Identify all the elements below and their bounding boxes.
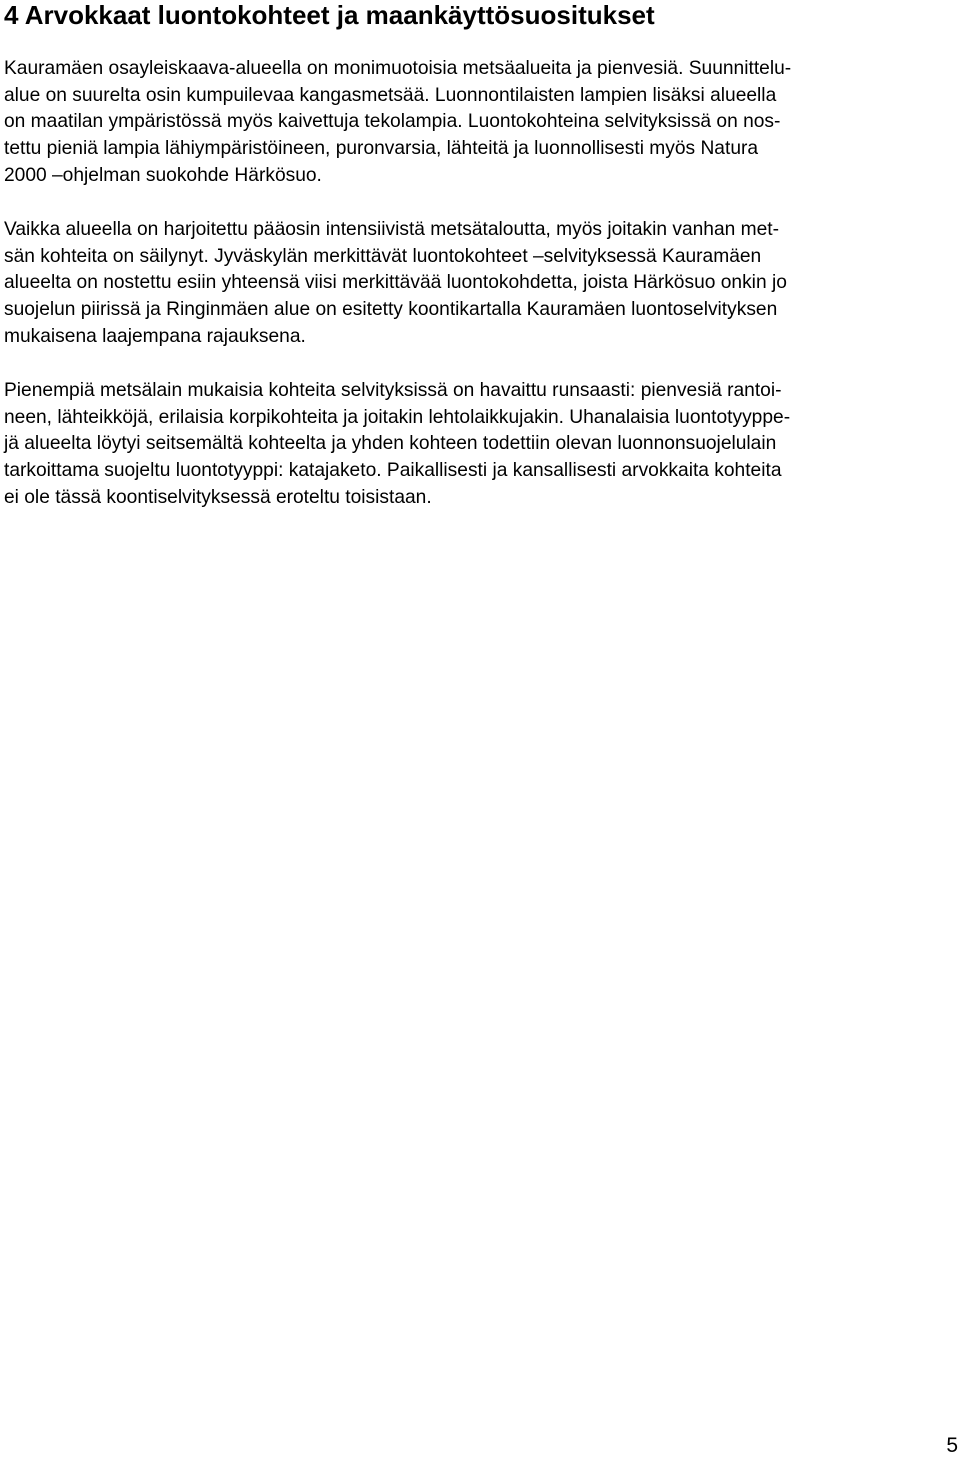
text-line: tarkoittama suojeltu luontotyyppi: katajaketo. Paikallisesti ja kansallisesti arvokkaita kohteita bbox=[4, 460, 782, 482]
section-heading: 4 Arvokkaat luontokohteet ja maankäyttösuositukset bbox=[4, 0, 655, 30]
page-number: 5 bbox=[946, 1434, 958, 1457]
text-line: 2000 –ohjelman suokohde Härkösuo. bbox=[4, 164, 322, 186]
text-line: tettu pieniä lampia lähiympäristöineen, puronvarsia, lähteitä ja luonnollisesti myös Natura bbox=[4, 138, 759, 160]
text-line: on maatilan ympäristössä myös kaivettuja tekolampia. Luontokohteina selvityksissä on nos- bbox=[4, 111, 781, 133]
text-line: Kauramäen osayleiskaava-alueella on monimuotoisia metsäalueita ja pienvesiä. Suunnittelu- bbox=[4, 58, 792, 79]
text-line: Vaikka alueella on harjoitettu pääosin intensiivistä metsätaloutta, myös joitakin vanhan met- bbox=[4, 219, 780, 240]
text-line: suojelun piirissä ja Ringinmäen alue on esitetty koontikartalla Kauramäen luontoselvityksen bbox=[4, 299, 778, 321]
text-line: Pienempiä metsälain mukaisia kohteita selvityksissä on havaittu runsaasti: pienvesiä rantoi- bbox=[4, 380, 782, 401]
text-line: mukaisena laajempana rajauksena. bbox=[4, 325, 306, 347]
text-line: jä alueelta löytyi seitsemältä kohteelta ja yhden kohteen todettiin olevan luonnonsuojelulain bbox=[4, 433, 777, 455]
paragraph-1 bbox=[4, 56, 791, 190]
text-line: alue on suurelta osin kumpuilevaa kangasmetsää. Luonnontilaisten lampien lisäksi alueella bbox=[4, 84, 777, 106]
text-line: ei ole tässä koontiselvityksessä eroteltu toisistaan. bbox=[4, 486, 432, 508]
paragraph-3 bbox=[4, 378, 790, 512]
text-line: sän kohteita on säilynyt. Jyväskylän merkittävät luontokohteet –selvityksessä Kauramäen bbox=[4, 245, 762, 267]
text-line: neen, lähteikköjä, erilaisia korpikohteita ja joitakin lehtolaikkujakin. Uhanalaisia luontotyyppe- bbox=[4, 406, 791, 428]
text-line: alueelta on nostettu esiin yhteensä viisi merkittävää luontokohdetta, joista Härkösuo onkin jo bbox=[4, 272, 787, 294]
paragraph-2 bbox=[4, 217, 787, 351]
